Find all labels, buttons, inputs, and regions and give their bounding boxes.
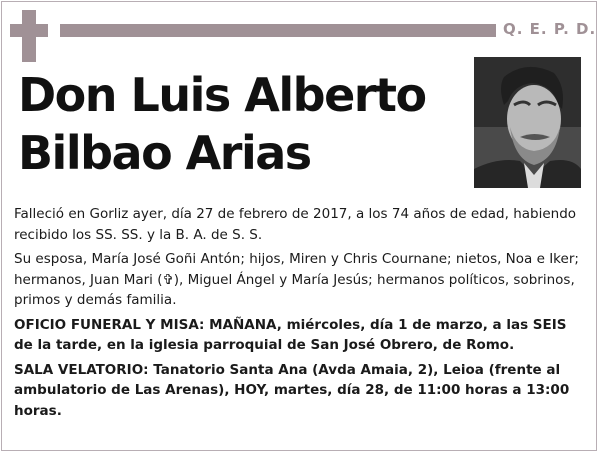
- portrait-photo: [474, 57, 581, 188]
- qepd-label: Q. E. P. D.: [503, 20, 597, 38]
- deceased-cross-icon: ✞: [162, 271, 174, 288]
- funeral-paragraph: OFICIO FUNERAL Y MISA: MAÑANA, miércoles, día 1 de marzo, a las SEIS de la tarde, en la iglesia parroquial de San José Obrero, de Romo.: [14, 316, 567, 353]
- family-paragraph: [14, 249, 586, 311]
- family-text-end: ), Miguel Ángel y María Jesús; hermanos políticos, sobrinos, primos y demás familia.: [14, 271, 575, 308]
- wake-paragraph: SALA VELATORIO: Tanatorio Santa Ana (Avda Amaia, 2), Leioa (frente al ambulatorio de Las Arenas), HOY, martes, día 28, de 11:00 horas a 13:00 horas.: [14, 361, 570, 419]
- portrait-illustration: [474, 57, 581, 188]
- name-line-2: Bilbao Arias: [18, 126, 311, 180]
- obituary-body: [14, 204, 586, 425]
- name-line-1: Don Luis Alberto: [18, 68, 426, 122]
- header-rule: [60, 24, 496, 37]
- family-text-start: Su esposa, María José Goñi Antón; hijos, Miren y Chris Cournane; nietos, Noa e Iker; hermanos, Juan Mari (: [14, 251, 579, 288]
- deceased-name: [18, 66, 458, 182]
- cross-icon-horizontal: [10, 24, 48, 37]
- death-notice-paragraph: Falleció en Gorliz ayer, día 27 de febrero de 2017, a los 74 años de edad, habiendo recibido los SS. SS. y la B. A. de S. S.: [14, 206, 577, 243]
